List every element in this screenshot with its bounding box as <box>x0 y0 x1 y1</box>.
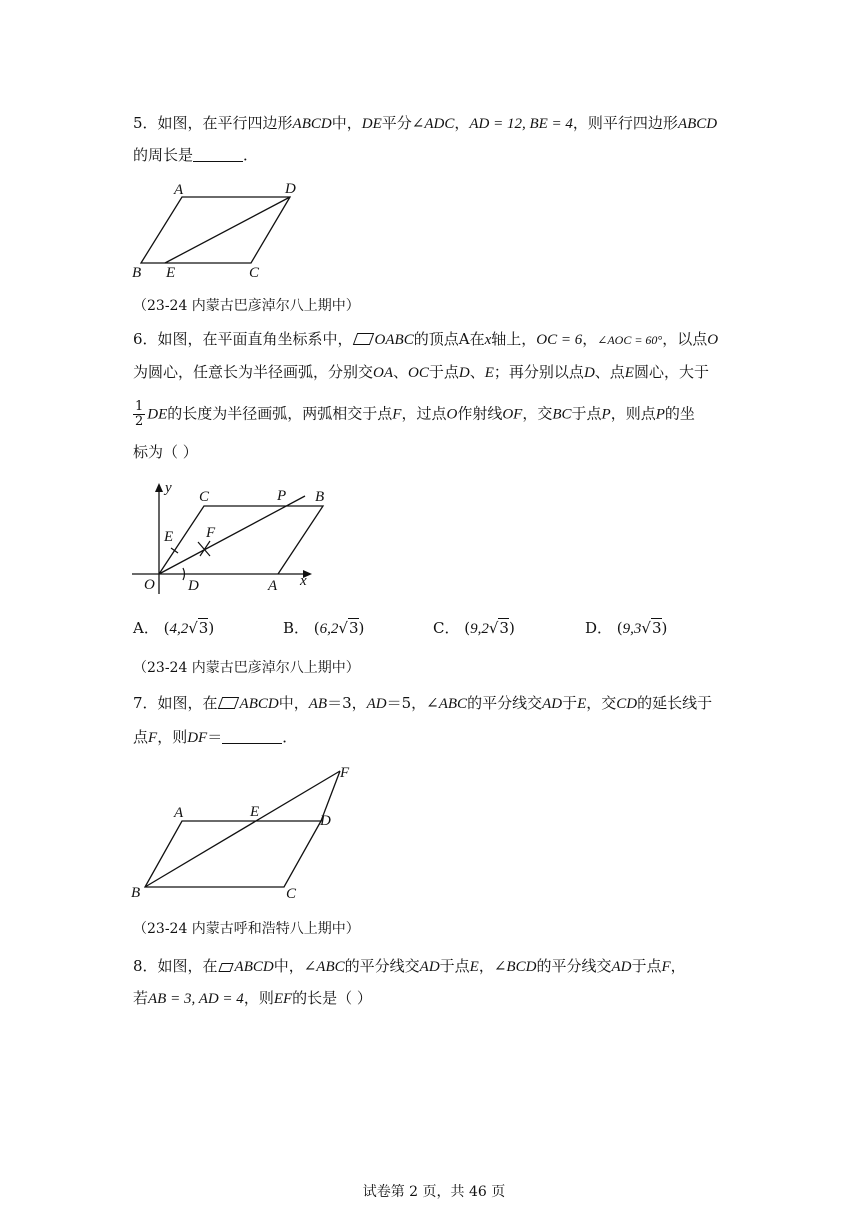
q8-line-2: 若AB = 3, AD = 4，则EF的长是（ ） <box>133 989 372 1007</box>
q5-label-A: A <box>174 182 184 198</box>
q5-label-D: D <box>285 181 296 197</box>
q7-line-1: 7．如图，在 ABCD中，AB＝3，AD＝5，∠ABC的平分线交AD于E，交CD的延长线于 <box>133 694 713 712</box>
q5-label-C: C <box>249 265 260 281</box>
q6-label-F: F <box>206 525 216 541</box>
q7-label-F: F <box>340 765 350 781</box>
q6-label-x: x <box>300 573 307 589</box>
q7-label-D: D <box>320 813 331 829</box>
q6-option-d[interactable]: D． (9,3√3) <box>585 619 668 637</box>
q6-label-C: C <box>199 489 210 505</box>
q5-source: （23-24 内蒙古巴彦淖尔八上期中） <box>133 298 360 314</box>
q5-label-B: B <box>132 265 142 281</box>
q6-line-3: $\frac{1}{2}$ DE的长度为半径画弧，两弧相交于点F，过点O作射线OF，交BC于点P，则点P的坐 <box>135 399 695 429</box>
q6-line-2: 为圆心，任意长为半径画弧，分别交OA、OC于点D、E；再分别以点D、点E圆心，大于 <box>133 363 709 381</box>
q6-line-4: 标为（ ） <box>133 443 198 461</box>
q6-source: （23-24 内蒙古巴彦淖尔八上期中） <box>133 660 360 676</box>
fraction-one-half: $\frac{1}{2}$ <box>135 399 144 429</box>
q6-label-B: B <box>315 489 325 505</box>
q6-label-P: P <box>277 488 287 504</box>
q6-label-E: E <box>164 529 174 545</box>
q7-label-A: A <box>174 805 184 821</box>
q6-label-O: O <box>144 577 155 593</box>
q7-line-2: 点F，则DF＝ ． <box>133 728 298 746</box>
q6-option-a[interactable]: A． (4,2√3) <box>133 619 215 637</box>
q7-label-C: C <box>286 886 297 902</box>
page-footer: 试卷第 2 页，共 46 页 <box>362 1184 506 1200</box>
q6-option-b[interactable]: B． (6,2√3) <box>283 619 365 637</box>
q6-label-y: y <box>165 480 172 496</box>
q5-line-1: 5．如图，在平行四边形ABCD中，DE平分∠ADC，AD = 12, BE = 4，则平行四边形ABCD <box>133 114 718 132</box>
q6-option-c[interactable]: C． (9,2√3) <box>433 619 515 637</box>
q6-label-A: A <box>268 578 278 594</box>
q6-label-D: D <box>188 578 199 594</box>
q5-line-2: 的周长是 ． <box>133 146 259 164</box>
q7-label-B: B <box>131 885 141 901</box>
q6-line-1: 6．如图，在平面直角坐标系中， OABC的顶点A在x轴上，OC = 6，∠AOC = 60°，以点O <box>133 330 719 348</box>
q8-line-1: 8．如图，在 ABCD中，∠ABC的平分线交AD于点E，∠BCD的平分线交AD于点F， <box>133 957 686 975</box>
q7-source: （23-24 内蒙古呼和浩特八上期中） <box>133 921 360 937</box>
q5-label-E: E <box>166 265 176 281</box>
q7-label-E: E <box>250 804 260 820</box>
parallelogram-icon <box>218 963 233 972</box>
